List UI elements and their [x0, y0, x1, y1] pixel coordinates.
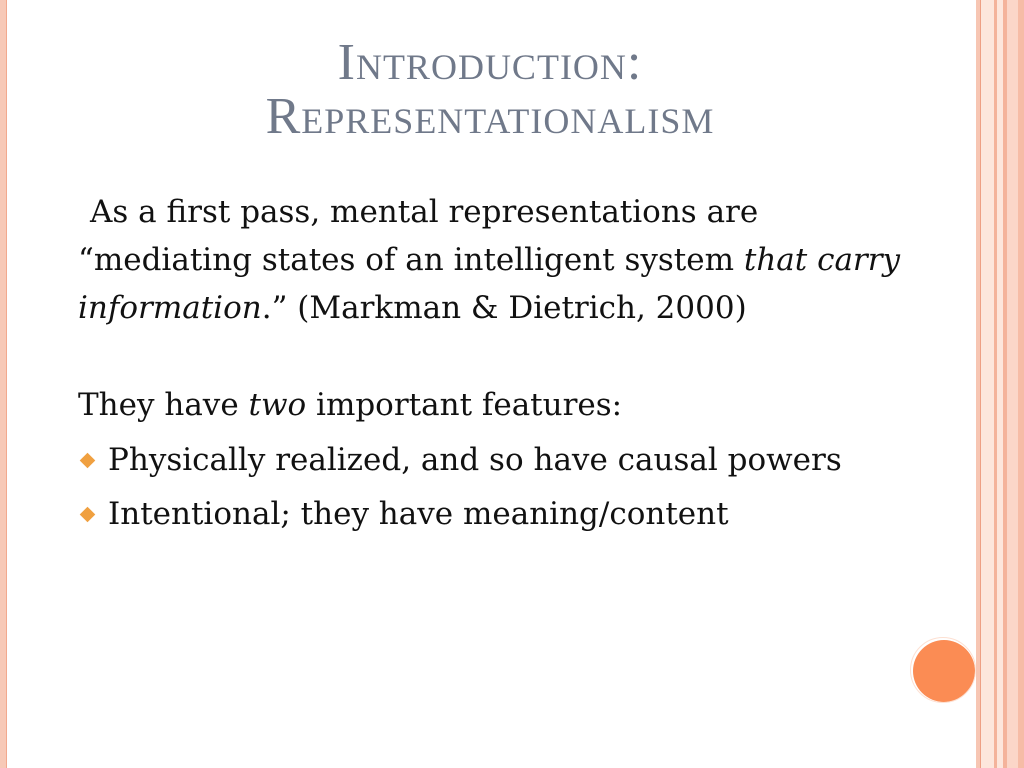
definition-text: As a first pass, mental representations are “mediating states of an intelligent system [78, 194, 759, 278]
stripe [1007, 0, 1018, 768]
title-line-1: Introduction: [337, 34, 643, 91]
definition-italic: that carry information [78, 242, 901, 326]
stripe [981, 0, 994, 768]
list-item [78, 436, 948, 484]
bullet-text: Physically realized, and so have causal powers [108, 442, 842, 478]
features-intro-text: They have [78, 387, 249, 423]
left-border-decoration [0, 0, 6, 768]
slide-title [150, 36, 830, 144]
diamond-bullet-icon [80, 453, 96, 469]
right-stripe-decoration [976, 0, 1024, 768]
features-intro-italic: two [248, 387, 307, 423]
circle-accent [913, 640, 975, 702]
citation-text: .” (Markman & Dietrich, 2000) [261, 290, 747, 326]
features-intro [78, 380, 948, 430]
stripe [1018, 0, 1024, 768]
diamond-bullet-icon [80, 507, 96, 523]
definition-paragraph [78, 188, 938, 332]
list-item [78, 490, 948, 538]
features-intro-text-end: important features: [306, 387, 623, 423]
slide-body [78, 188, 948, 544]
bullet-text: Intentional; they have meaning/content [108, 496, 729, 532]
title-line-2: Representationalism [265, 88, 715, 145]
feature-list [78, 436, 948, 538]
